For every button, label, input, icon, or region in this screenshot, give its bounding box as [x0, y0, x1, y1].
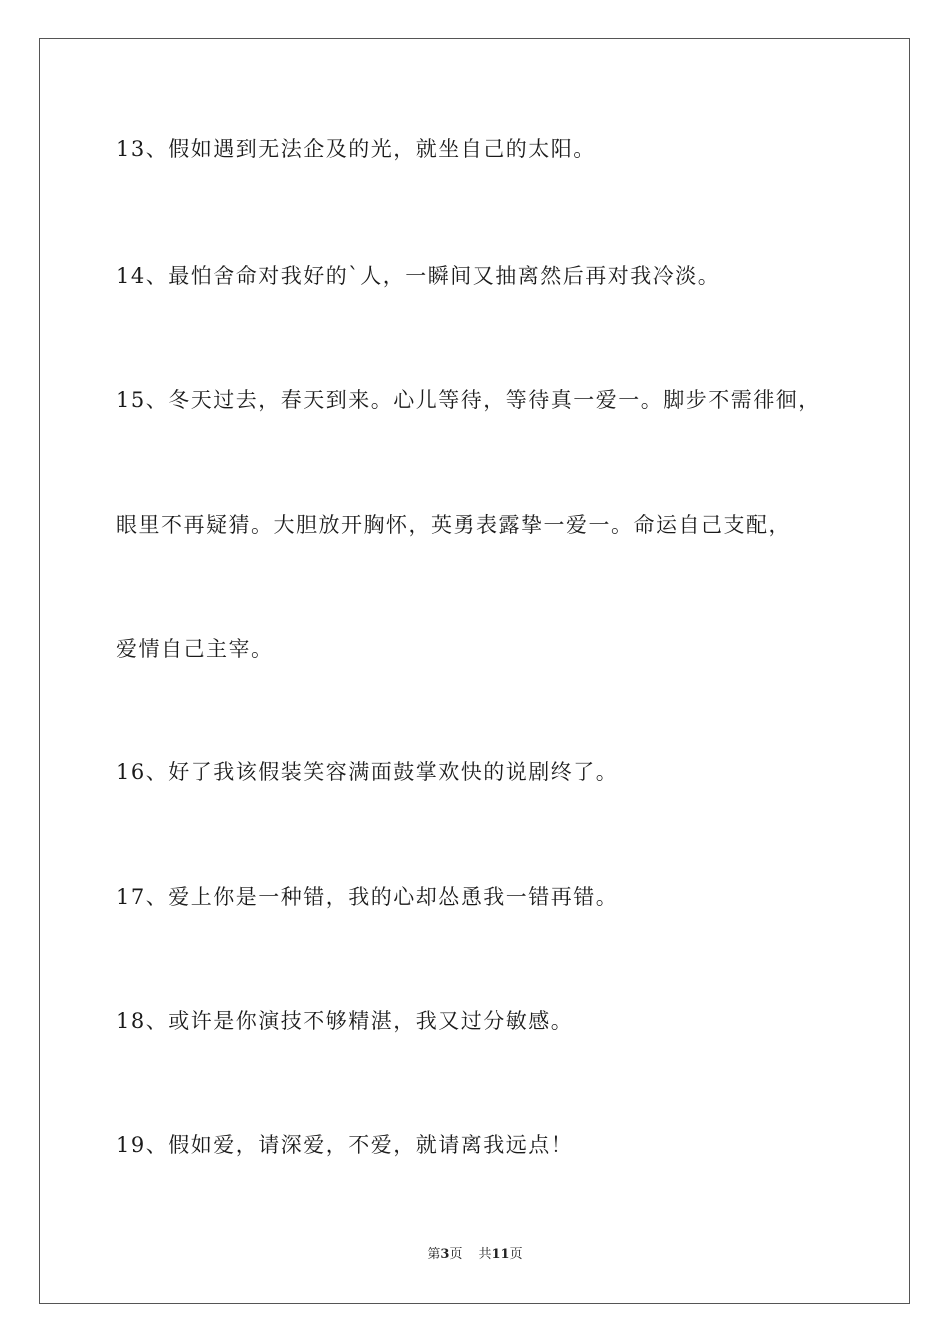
quote-line-13: 13、假如遇到无法企及的光，就坐自己的太阳。	[116, 137, 596, 161]
quote-line-16: 16、好了我该假装笑容满面鼓掌欢快的说剧终了。	[116, 760, 619, 784]
page-number: 3	[440, 1247, 450, 1262]
quote-line-15-cont-1: 眼里不再疑猜。大胆放开胸怀，英勇表露挚一爱一。命运自己支配，	[116, 513, 791, 537]
quote-line-15: 15、冬天过去，春天到来。心儿等待，等待真一爱一。脚步不需徘徊，	[116, 388, 821, 412]
total-pages: 11	[491, 1247, 510, 1262]
page-border	[39, 38, 910, 1304]
page-prefix: 第	[427, 1247, 441, 1262]
total-suffix: 页	[509, 1247, 523, 1262]
page-footer	[0, 1246, 950, 1264]
quote-line-17: 17、爱上你是一种错，我的心却怂恿我一错再错。	[116, 885, 619, 909]
quote-line-19: 19、假如爱，请深爱，不爱，就请离我远点！	[116, 1133, 574, 1157]
total-prefix: 共	[478, 1247, 492, 1262]
quote-line-14: 14、最怕舍命对我好的`人，一瞬间又抽离然后再对我冷淡。	[116, 264, 721, 288]
quote-line-18: 18、或许是你演技不够精湛，我又过分敏感。	[116, 1009, 574, 1033]
quote-line-15-cont-2: 爱情自己主宰。	[116, 637, 274, 661]
page-suffix: 页	[449, 1247, 463, 1262]
